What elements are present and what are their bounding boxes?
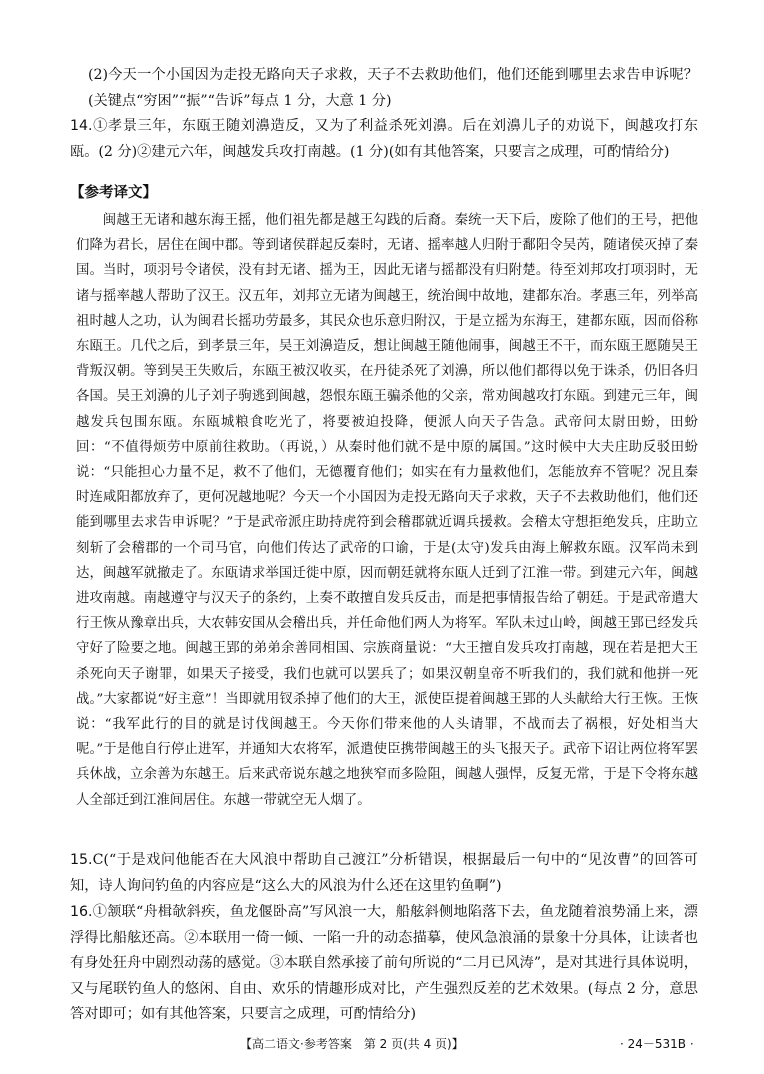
q15-text: C(“于是戏问他能否在大风浪中帮助自己渡江”分析错误，根据最后一句中的“见汝曹”的回答可知，诗人询问钓鱼的内容应是“这么大的风浪为什么还在这里钓鱼啊”) [70,852,698,894]
q16-text: ①颔联“舟楫欹斜疾，鱼龙偃卧高”写风浪一大，船舷斜侧地陷落下去，鱼龙随着浪势涌上来，漂浮得比船舷还高。②本联用一倚一倾、一陷一升的动态描摹，使风急浪涌的景象十分具体，让读者也有身处狂舟中剧烈动荡的感觉。③本联自然承接了前句所说的“二月已风涛”，是对其进行具体说明，又与尾联钓鱼人的悠闲、自由、欢乐的情趣形成对比，产生强烈反差的艺术效果。(每点 2 分，意思答对即可；如有其他答案，只要言之成理，可酌情给分) [70,904,698,1022]
q16-label: 16. [70,904,93,920]
translation-title: 【参考译文】 [70,185,157,201]
q14-text: ①孝景三年，东瓯王随刘濞造反，又为了利益杀死刘濞。后在刘濞儿子的劝说下，闽越攻打东瓯。(2 分)②建元六年，闽越发兵攻打南越。(1 分)(如有其他答案，只要言之成理，可酌情给分) [70,118,698,160]
q14-label: 14. [70,118,93,134]
page-footer [0,1035,764,1057]
footer-code: · 24－531B · [620,1037,694,1051]
q15-label: 15. [70,852,93,868]
translation-paragraph: 闽越王无诸和越东海王摇，他们祖先都是越王勾践的后裔。秦统一天下后，废除了他们的王号，把他们降为君长，居住在闽中郡。等到诸侯群起反秦时，无诸、摇率越人归附于鄱阳令吴芮，随诸侯灭掉了秦国。当时，项羽号令诸侯，没有封无诸、摇为王，因此无诸与摇都没有归附楚。待至刘邦攻打项羽时，无诸与摇率越人帮助了汉王。汉五年，刘邦立无诸为闽越王，统治闽中故地，建都东冶。孝惠三年，列举高祖时越人之功，认为闽君长摇功劳最多，其民众也乐意归附汉，于是立摇为东海王，建都东瓯，因而俗称东瓯王。几代之后，到孝景三年，吴王刘濞造反，想让闽越王随他闹事，闽越王不干，而东瓯王愿随吴王背叛汉朝。等到吴王失败后，东瓯王被汉收买，在丹徒杀死了刘濞，所以他们都得以免于诛杀，仍旧各归各国。吴王刘濞的儿子刘子驹逃到闽越，怨恨东瓯王骗杀他的父亲，常劝闽越攻打东瓯。到建元三年，闽越发兵包围东瓯。东瓯城粮食吃光了，将要被迫投降，便派人向天子告急。武帝问太尉田蚡，田蚡回：“不值得烦劳中原前往救助。（再说，）从秦时他们就不是中原的属国。”这时候中大夫庄助反驳田蚡说：“只能担心力量不足，救不了他们，无德覆育他们；如实在有力量救他们，怎能放弃不管呢？况且秦时连咸阳都放弃了，更何况越地呢？今天一个小国因为走投无路向天子求救，天子不去救助他们，他们还能到哪里去求告申诉呢？”于是武帝派庄助持虎符到会稽郡就近调兵援救。会稽太守想拒绝发兵，庄助立刻斩了会稽郡的一个司马官，向他们传达了武帝的口谕，于是(太守)发兵由海上解救东瓯。汉军尚未到达，闽越军就撤走了。东瓯请求举国迁徙中原，因而朝廷就将东瓯人迁到了江淮一带。到建元六年，闽越进攻南越。南越遵守与汉天子的条约，上奏不敢擅自发兵反击，而是把事情报告给了朝廷。于是武帝遣大行王恢从豫章出兵，大农韩安国从会稽出兵，并任命他们两人为将军。军队未过山岭，闽越王郢已经发兵守好了险要之地。闽越王郢的弟弟余善同相国、宗族商量说：“大王擅自发兵攻打南越，现在若是把大王杀死向天子谢罪，如果天子接受，我们也就可以罢兵了；如果汉朝皇帝不听我们的，我们就和他拼一死战。”大家都说“好主意”！当即就用钗杀掉了他们的大王，派使臣提着闽越王郢的人头献给大行王恢。王恢说：“我军此行的目的就是讨伐闽越王。今天你们带来他的人头请罪，不战而去了祸根，好处相当大呢。”于是他自行停止进军，并通知大农将军，派遣使臣携带闽越王的头飞报天子。武帝下诏让两位将军罢兵休战，立余善为东越王。后来武帝说东越之地狭窄而多险阻，闽越人强悍，反复无常，于是下令将东越人全部迁到江淮间居住。东越一带就空无人烟了。 [76,213,698,808]
footer-page-info: 【高二语文·参考答案 第 2 页(共 4 页)】 [240,1037,464,1051]
translation-body [76,208,698,813]
q13-part2-text: (2)今天一个小国因为走投无路向天子求救，天子不去救助他们，他们还能到哪里去求告申诉呢？(关键点“穷困”“振”“告诉”每点 1 分，大意 1 分) [88,67,698,109]
q16-answer [70,900,698,1028]
q13-part2-answer [88,62,698,114]
q14-answer [70,114,698,165]
q15-answer [70,848,698,899]
